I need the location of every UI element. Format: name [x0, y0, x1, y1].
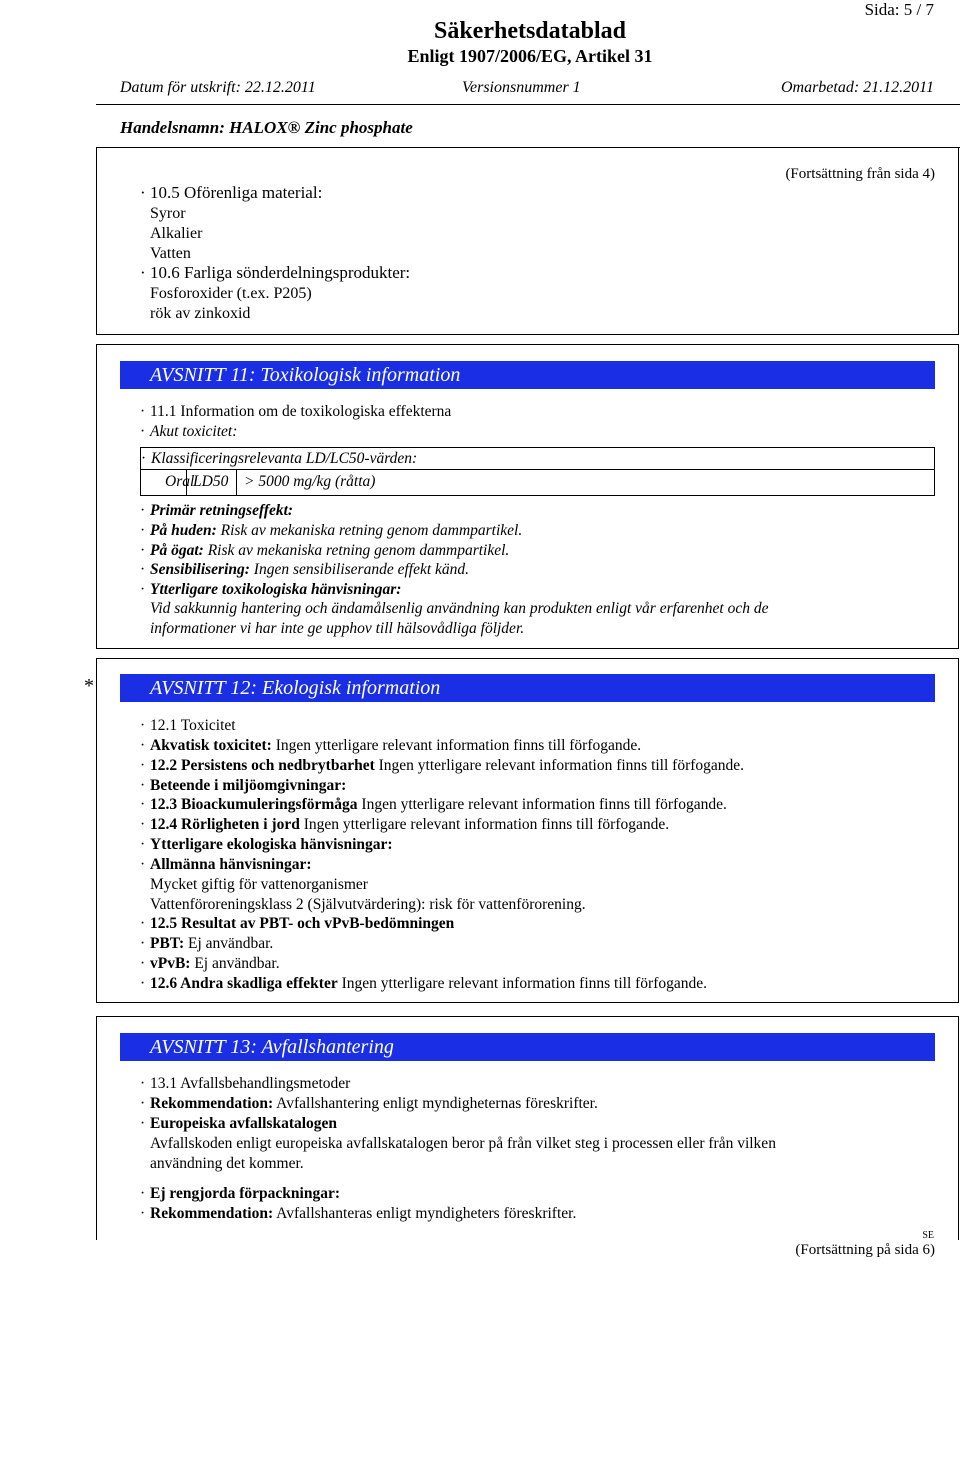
ld50-table-row	[140, 470, 935, 496]
revised-date: Omarbetad: 21.12.2011	[780, 79, 934, 96]
document-subtitle: Enligt 1907/2006/EG, Artikel 31	[407, 46, 653, 66]
section-12-1-heading: · 12.1 Toxicitet	[140, 717, 236, 734]
ld50-table	[140, 447, 935, 497]
decomposition-products-heading: · 10.6 Farliga sönderdelningsprodukter:	[140, 263, 411, 282]
ld50-type: LD50	[193, 473, 229, 490]
section-12-title: AVSNITT 12: Ekologisk information	[120, 674, 935, 702]
ld50-route: Oral	[165, 473, 195, 490]
incompatible-item: Alkalier	[150, 225, 203, 242]
print-date: Datum för utskrift: 22.12.2011	[120, 79, 316, 96]
incompatible-materials-heading: · 10.5 Oförenliga material:	[140, 183, 323, 202]
vpvb-result: · vPvB: Ej användbar.	[140, 955, 280, 972]
waste-catalogue-text: användning det kommer.	[150, 1155, 304, 1172]
continued-to-label: (Fortsättning på sida 6)	[795, 1242, 935, 1258]
page-number: Sida: 5 / 7	[864, 0, 934, 19]
acute-toxicity-label: · Akut toxicitet:	[140, 423, 238, 440]
other-adverse-effects: · 12.6 Andra skadliga effekter Ingen ytterligare relevant information finns till förfogande.	[140, 975, 708, 992]
trade-name: Handelsnamn: HALOX® Zinc phosphate	[120, 118, 413, 137]
pbt-result: · PBT: Ej användbar.	[140, 935, 274, 952]
persistence: · 12.2 Persistens och nedbrytbarhet Ingen ytterligare relevant information finns till förfogande.	[140, 757, 745, 774]
further-toxicological-text: Vid sakkunnig hantering och ändamålsenlig användning kan produkten enligt vår erfarenhet och de	[150, 600, 769, 617]
section-13-1-heading: · 13.1 Avfallsbehandlingsmetoder	[140, 1075, 351, 1092]
aquatic-toxicity: · Akvatisk toxicitet: Ingen ytterligare relevant information finns till förfogande.	[140, 737, 642, 754]
section-13-title: AVSNITT 13: Avfallshantering	[120, 1033, 935, 1061]
ld50-table-header	[140, 447, 935, 470]
header-divider-top	[96, 104, 960, 105]
incompatible-item: Syror	[150, 205, 186, 222]
sensitisation: · Sensibilisering: Ingen sensibiliserande effekt känd.	[140, 561, 470, 578]
section-11-1-heading: · 11.1 Information om de toxikologiska effekterna	[140, 403, 452, 420]
ld50-col-separator	[186, 470, 187, 495]
general-notes-text: Mycket giftig för vattenorganismer	[150, 876, 368, 893]
waste-catalogue-text: Avfallskoden enligt europeiska avfallskatalogen beror på från vilket steg i processen eller från vilken	[150, 1135, 776, 1152]
incompatible-item: Vatten	[150, 245, 191, 262]
recommendation: · Rekommendation: Avfallshantering enligt myndigheternas föreskrifter.	[140, 1095, 598, 1112]
soil-mobility: · 12.4 Rörligheten i jord Ingen ytterligare relevant information finns till förfogande.	[140, 816, 670, 833]
version-number: Versionsnummer 1	[462, 79, 581, 96]
section-12-5-heading: · 12.5 Resultat av PBT- och vPvB-bedömningen	[140, 915, 455, 932]
ld50-col-separator	[236, 470, 237, 495]
general-notes-label: · Allmänna hänvisningar:	[140, 856, 312, 873]
ld50-table-heading: · Klassificeringsrelevanta LD/LC50-värden:	[141, 450, 418, 467]
ld50-value: > 5000 mg/kg (råtta)	[244, 473, 376, 490]
bioaccumulation: · 12.3 Bioackumuleringsförmåga Ingen ytterligare relevant information finns till förfogande.	[140, 796, 727, 813]
uncleaned-packaging-label: · Ej rengjorda förpackningar:	[140, 1185, 341, 1202]
revision-marker: *	[84, 675, 94, 697]
further-ecological-label: · Ytterligare ekologiska hänvisningar:	[140, 836, 393, 853]
decomposition-item: Fosforoxider (t.ex. P205)	[150, 285, 312, 302]
further-toxicological-label: · Ytterligare toxikologiska hänvisningar:	[140, 581, 402, 598]
section-11-title: AVSNITT 11: Toxikologisk information	[120, 361, 935, 389]
language-code: SE	[922, 1230, 934, 1241]
continued-from-label: (Fortsättning från sida 4)	[785, 166, 935, 182]
eye-effect: · På ögat: Risk av mekaniska retning genom dammpartikel.	[140, 542, 510, 559]
primary-irritation-label: · Primär retningseffekt:	[140, 502, 294, 519]
skin-effect: · På huden: Risk av mekaniska retning genom dammpartikel.	[140, 522, 523, 539]
packaging-recommendation: · Rekommendation: Avfallshanteras enligt myndigheters föreskrifter.	[140, 1205, 577, 1222]
document-title: Säkerhetsdatablad	[433, 18, 627, 44]
general-notes-text: Vattenföroreningsklass 2 (Självutvärdering): risk för vattenförorening.	[150, 896, 586, 913]
further-toxicological-text: informationer vi har inte ge upphov till hälsovådliga följder.	[150, 620, 525, 637]
environmental-behaviour: · Beteende i miljöomgivningar:	[140, 777, 347, 794]
waste-catalogue-label: · Europeiska avfallskatalogen	[140, 1115, 338, 1132]
decomposition-item: rök av zinkoxid	[150, 305, 251, 322]
